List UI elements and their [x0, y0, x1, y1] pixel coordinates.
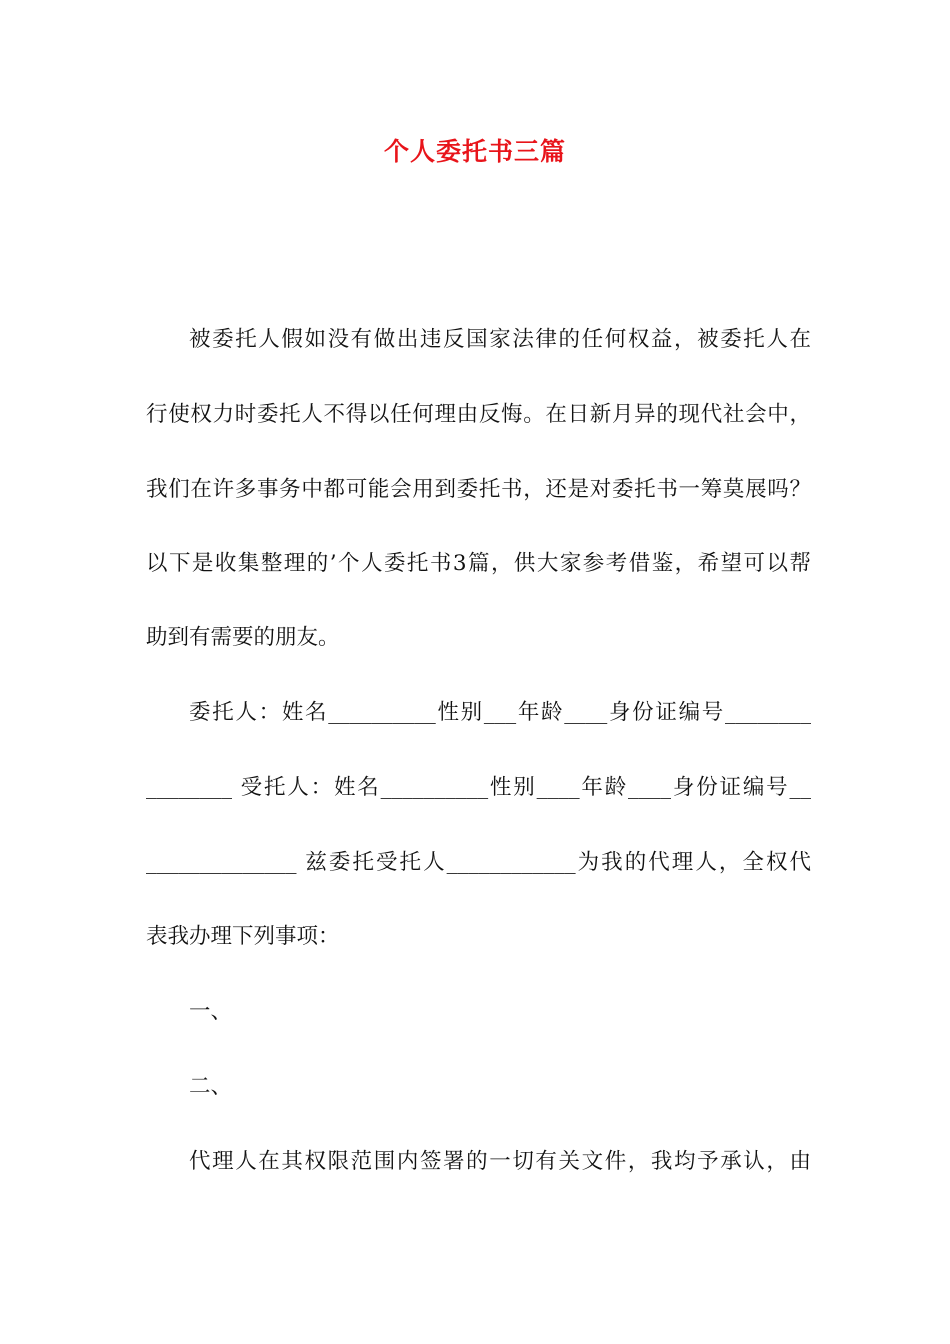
paragraph-line: 助到有需要的朋友。 — [146, 625, 340, 650]
paragraph-line: 被委托人假如没有做出违反国家法律的任何权益，被委托人在 — [189, 327, 811, 352]
paragraph-line: 代理人在其权限范围内签署的一切有关文件，我均予承认，由 — [189, 1149, 811, 1174]
form-line-authorization: ______________ 兹委托受托人____________为我的代理人，全权代 — [146, 850, 811, 875]
paragraph-line: 以下是收集整理的’个人委托书3篇，供大家参考借鉴，希望可以帮 — [146, 551, 811, 576]
document-title: 个人委托书三篇 — [383, 137, 566, 166]
form-line-agent: ________ 受托人：姓名__________性别____年龄____身份证编号__ — [146, 775, 811, 800]
paragraph-line: 表我办理下列事项： — [146, 924, 340, 949]
item-two: 二、 — [189, 1074, 233, 1099]
paragraph-line: 我们在许多事务中都可能会用到委托书，还是对委托书一筹莫展吗？ — [146, 477, 811, 502]
paragraph-line: 行使权力时委托人不得以任何理由反悔。在日新月异的现代社会中， — [146, 402, 811, 427]
form-line-principal: 委托人：姓名__________性别___年龄____身份证编号________ — [189, 700, 811, 725]
item-one: 一、 — [189, 999, 233, 1024]
